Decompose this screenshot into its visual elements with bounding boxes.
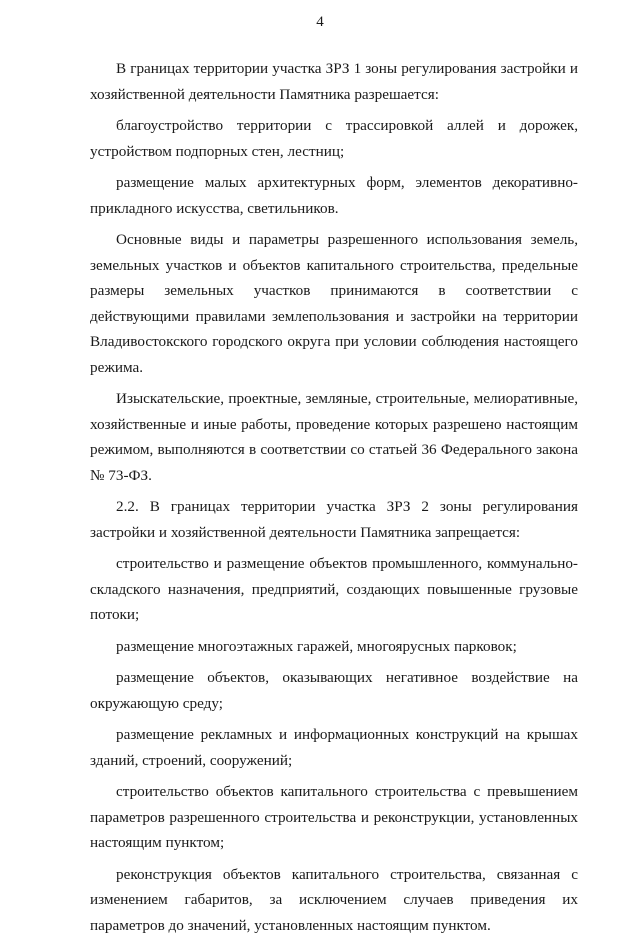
paragraph-industrial: строительство и размещение объектов промышленного, коммунально-складского назначения, предприятий, создающих повышенные грузовые потоки; bbox=[90, 551, 578, 628]
paragraph-works: Изыскательские, проектные, земляные, строительные, мелиоративные, хозяйственные и иные работы, проведение которых разрешено настоящим режимом, выполняются в соответствии со статьей 36 Федерального закона № 73-ФЗ. bbox=[90, 386, 578, 488]
paragraph-small-forms: размещение малых архитектурных форм, элементов декоративно-прикладного искусства, светильников. bbox=[90, 170, 578, 221]
paragraph-land-use-params: Основные виды и параметры разрешенного использования земель, земельных участков и объектов капитального строительства, предельные размеры земельных участков принимаются в соответствии с действующими правилами землепользования и застройки на территории Владивостокского городского округа при условии соблюдения настоящего режима. bbox=[90, 227, 578, 380]
paragraph-negative-impact: размещение объектов, оказывающих негативное воздействие на окружающую среду; bbox=[90, 665, 578, 716]
paragraph-zrz1-allowed: В границах территории участка ЗРЗ 1 зоны регулирования застройки и хозяйственной деятельности Памятника разрешается: bbox=[90, 56, 578, 107]
page-number: 4 bbox=[0, 14, 640, 31]
document-body bbox=[90, 56, 578, 938]
paragraph-garages: размещение многоэтажных гаражей, многоярусных парковок; bbox=[90, 634, 578, 660]
paragraph-reconstruction: реконструкция объектов капитального строительства, связанная с изменением габаритов, за исключением случаев приведения их параметров до значений, установленных настоящим пунктом. bbox=[90, 862, 578, 938]
paragraph-advertising: размещение рекламных и информационных конструкций на крышах зданий, строений, сооружений; bbox=[90, 722, 578, 773]
paragraph-construction-excess: строительство объектов капитального строительства с превышением параметров разрешенного строительства и реконструкции, установленных настоящим пунктом; bbox=[90, 779, 578, 856]
paragraph-landscaping: благоустройство территории с трассировкой аллей и дорожек, устройством подпорных стен, лестниц; bbox=[90, 113, 578, 164]
paragraph-zrz2-prohibited: 2.2. В границах территории участка ЗРЗ 2 зоны регулирования застройки и хозяйственной деятельности Памятника запрещается: bbox=[90, 494, 578, 545]
